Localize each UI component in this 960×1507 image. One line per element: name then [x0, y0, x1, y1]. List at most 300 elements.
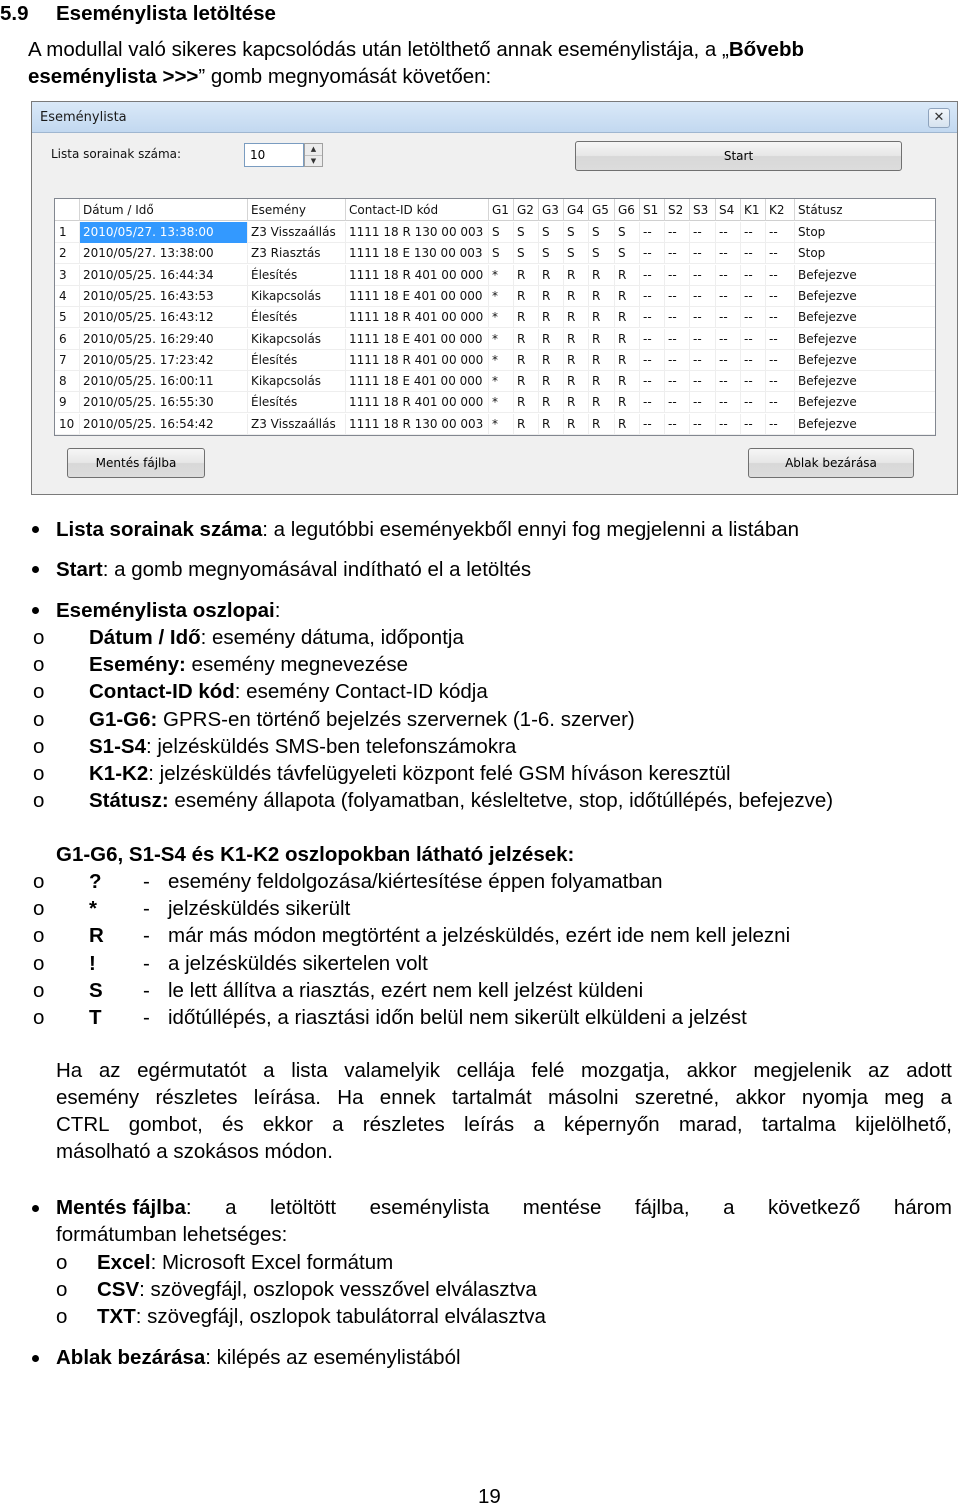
table-cell[interactable]: 1111 18 E 130 00 003	[346, 243, 489, 264]
table-row[interactable]	[55, 307, 936, 328]
table-row[interactable]	[55, 286, 936, 307]
table-row[interactable]	[55, 243, 936, 264]
table-cell[interactable]: --	[766, 350, 795, 371]
signal-dash: -	[143, 1006, 150, 1029]
column-desc-item	[89, 760, 731, 787]
column-header[interactable]: S4	[716, 199, 741, 221]
table-cell[interactable]: --	[665, 392, 690, 413]
table-cell[interactable]: Befejezve	[795, 392, 936, 413]
table-cell[interactable]: 2010/05/25. 16:54:42	[80, 414, 248, 435]
bullet-columns	[56, 597, 280, 624]
word: meg	[884, 1086, 925, 1109]
table-row[interactable]	[55, 222, 936, 243]
table-cell[interactable]: Z3 Visszaállás	[248, 222, 346, 243]
start-button[interactable]: Start	[575, 141, 902, 171]
table-row[interactable]	[55, 371, 936, 392]
bullet-dot	[32, 1205, 39, 1212]
word: egérmutatót	[137, 1059, 247, 1082]
table-cell[interactable]: Z3 Riasztás	[248, 243, 346, 264]
column-header[interactable]: G2	[514, 199, 539, 221]
table-cell[interactable]: --	[665, 350, 690, 371]
hover-para-line-1	[56, 1057, 952, 1084]
table-cell[interactable]: R	[589, 329, 615, 350]
table-row[interactable]	[55, 350, 936, 371]
table-cell[interactable]: *	[489, 307, 514, 328]
table-cell[interactable]: --	[741, 329, 766, 350]
table-cell[interactable]: --	[766, 286, 795, 307]
table-cell[interactable]: 10	[55, 414, 80, 435]
table-cell[interactable]: *	[489, 414, 514, 435]
table-cell[interactable]: R	[514, 350, 539, 371]
signal-symbol: !	[89, 951, 96, 975]
table-cell[interactable]: *	[489, 392, 514, 413]
close-bullet	[56, 1344, 461, 1371]
table-cell[interactable]: --	[766, 222, 795, 243]
word: három	[893, 1196, 952, 1219]
table-row[interactable]	[55, 265, 936, 286]
table-cell[interactable]: S	[514, 222, 539, 243]
table-cell[interactable]: --	[640, 243, 665, 264]
dialog-titlebar	[32, 102, 957, 133]
close-window-button[interactable]: Ablak bezárása	[748, 448, 914, 478]
table-cell[interactable]: --	[640, 222, 665, 243]
table-cell[interactable]: R	[615, 307, 640, 328]
table-cell[interactable]: Kikapcsolás	[248, 371, 346, 392]
table-cell[interactable]: --	[716, 329, 741, 350]
table-cell[interactable]: Befejezve	[795, 371, 936, 392]
column-header[interactable]	[55, 199, 80, 221]
sub-bullet-marker: o	[33, 1006, 45, 1029]
intro-bold-a: Bővebb	[728, 38, 805, 61]
bullet-text: : kilépés az eseménylistából	[205, 1346, 461, 1369]
word: a	[533, 1113, 545, 1136]
word: adott	[906, 1059, 952, 1082]
word: kijelölhető,	[855, 1113, 952, 1136]
bullet-text: : a legutóbbi eseményekből ennyi fog megjelenni a listában	[262, 518, 800, 541]
format-name: Excel	[97, 1251, 151, 1274]
column-header[interactable]: Státusz	[795, 199, 936, 221]
table-cell[interactable]: 2010/05/25. 16:29:40	[80, 329, 248, 350]
table-cell[interactable]: --	[640, 265, 665, 286]
table-cell[interactable]: S	[615, 222, 640, 243]
column-desc-item	[89, 706, 635, 733]
table-cell[interactable]: --	[640, 286, 665, 307]
word: a	[332, 1113, 344, 1136]
intro-bold-b: eseménylista >>>	[28, 65, 199, 88]
rows-count-label: Lista sorainak száma:	[51, 147, 182, 161]
word: ennek	[379, 1086, 436, 1109]
table-cell[interactable]: Élesítés	[248, 307, 346, 328]
sub-bullet-marker: o	[56, 1305, 68, 1329]
table-cell[interactable]: --	[640, 371, 665, 392]
table-cell[interactable]: S	[589, 222, 615, 243]
table-cell[interactable]: R	[514, 286, 539, 307]
table-cell[interactable]: R	[539, 265, 564, 286]
bullet-dot	[32, 1355, 39, 1362]
table-cell[interactable]: R	[615, 371, 640, 392]
table-cell[interactable]: R	[514, 307, 539, 328]
intro-line-2	[28, 63, 491, 90]
table-cell[interactable]: 7	[55, 350, 80, 371]
table-cell[interactable]: 2010/05/27. 13:38:00	[80, 243, 248, 264]
table-cell[interactable]: 1111 18 R 401 00 000	[346, 350, 489, 371]
table-cell[interactable]: --	[766, 243, 795, 264]
column-header[interactable]: G6	[615, 199, 640, 221]
table-cell[interactable]: --	[690, 286, 716, 307]
table-cell[interactable]: --	[665, 329, 690, 350]
word: fájlba,	[634, 1196, 690, 1219]
table-cell[interactable]: --	[690, 414, 716, 435]
table-cell[interactable]: R	[564, 307, 589, 328]
signals-heading: G1-G6, S1-S4 és K1-K2 oszlopokban látható jelzések:	[56, 843, 575, 866]
word: felé	[531, 1059, 565, 1082]
table-cell[interactable]: R	[615, 265, 640, 286]
column-header[interactable]: S3	[690, 199, 716, 221]
table-cell[interactable]: R	[539, 286, 564, 307]
table-cell[interactable]: --	[716, 414, 741, 435]
table-cell[interactable]: *	[489, 371, 514, 392]
table-cell[interactable]: --	[665, 371, 690, 392]
table-cell[interactable]: 2010/05/25. 16:55:30	[80, 392, 248, 413]
table-cell[interactable]: R	[615, 350, 640, 371]
column-desc-text: : jelzésküldés SMS-ben telefonszámokra	[145, 734, 517, 758]
table-cell[interactable]: *	[489, 329, 514, 350]
column-desc-text: : esemény dátuma, időpontja	[200, 626, 464, 649]
table-cell[interactable]: --	[766, 371, 795, 392]
signal-description: jelzésküldés sikerült	[168, 897, 351, 921]
table-cell[interactable]: R	[589, 371, 615, 392]
word: részletes	[362, 1113, 445, 1136]
table-cell[interactable]: --	[690, 392, 716, 413]
table-cell[interactable]: 2010/05/25. 16:43:12	[80, 307, 248, 328]
table-cell[interactable]: S	[564, 243, 589, 264]
hover-para-line-4: másolható a szokásos módon.	[56, 1140, 333, 1163]
table-cell[interactable]: R	[589, 414, 615, 435]
table-cell[interactable]: --	[716, 286, 741, 307]
table-cell[interactable]: R	[539, 307, 564, 328]
table-cell[interactable]: 2	[55, 243, 80, 264]
table-cell[interactable]: --	[716, 392, 741, 413]
column-desc-term: K1-K2	[89, 762, 149, 785]
bullet-text: : a gomb megnyomásával indítható el a letöltés	[102, 558, 532, 581]
table-cell[interactable]: --	[741, 286, 766, 307]
bullet-dot	[32, 607, 39, 614]
page-number: 19	[478, 1485, 501, 1507]
table-cell[interactable]: 2010/05/27. 13:38:00	[80, 222, 248, 243]
column-desc-term: Esemény:	[89, 653, 186, 677]
column-header[interactable]: G4	[564, 199, 589, 221]
table-cell[interactable]: --	[690, 265, 716, 286]
word: akkor	[686, 1059, 737, 1082]
table-cell[interactable]: 1111 18 R 130 00 003	[346, 414, 489, 435]
table-cell[interactable]: R	[514, 371, 539, 392]
column-header[interactable]: G3	[539, 199, 564, 221]
table-cell[interactable]: S	[489, 243, 514, 264]
table-cell[interactable]: --	[640, 307, 665, 328]
word: Ha	[56, 1059, 83, 1082]
bullet-dot	[32, 566, 39, 573]
column-desc-item	[89, 733, 516, 760]
table-cell[interactable]: --	[741, 414, 766, 435]
column-header[interactable]: S2	[665, 199, 690, 221]
table-cell[interactable]: 1111 18 R 130 00 003	[346, 222, 489, 243]
column-header[interactable]: S1	[640, 199, 665, 221]
bullet-rows-count	[56, 516, 799, 543]
word: a	[225, 1196, 237, 1219]
table-cell[interactable]: --	[766, 307, 795, 328]
signal-dash: -	[143, 978, 150, 1002]
table-cell[interactable]: 1	[55, 222, 80, 243]
table-cell[interactable]: --	[766, 414, 795, 435]
table-cell[interactable]: --	[741, 307, 766, 328]
signal-description: a jelzésküldés sikertelen volt	[168, 951, 428, 975]
table-cell[interactable]: --	[665, 222, 690, 243]
format-description: : szövegfájl, oszlopok tabulátorral elválasztva	[135, 1305, 546, 1329]
table-cell[interactable]: *	[489, 350, 514, 371]
table-cell[interactable]: --	[640, 329, 665, 350]
event-list-table[interactable]	[54, 198, 936, 436]
table-cell[interactable]: R	[539, 414, 564, 435]
signal-description: időtúllépés, a riasztási időn belül nem sikerült elküldeni a jelzést	[168, 1006, 747, 1029]
column-header[interactable]: G1	[489, 199, 514, 221]
table-cell[interactable]: R	[615, 329, 640, 350]
table-cell[interactable]: R	[615, 392, 640, 413]
table-cell[interactable]: R	[564, 329, 589, 350]
table-cell[interactable]: R	[514, 392, 539, 413]
table-cell[interactable]: --	[640, 350, 665, 371]
table-cell[interactable]: R	[514, 329, 539, 350]
table-cell[interactable]: R	[514, 414, 539, 435]
table-cell[interactable]: --	[690, 307, 716, 328]
table-cell[interactable]: R	[589, 286, 615, 307]
table-cell[interactable]: 1111 18 R 401 00 000	[346, 307, 489, 328]
column-desc-term: Contact-ID kód	[89, 680, 235, 704]
sub-bullet-marker: o	[33, 762, 45, 785]
table-row[interactable]	[55, 414, 936, 435]
table-cell[interactable]: Befejezve	[795, 307, 936, 328]
sub-bullet-marker: o	[33, 897, 45, 921]
table-cell[interactable]: R	[564, 414, 589, 435]
table-cell[interactable]: R	[539, 329, 564, 350]
sub-bullet-marker: o	[33, 680, 45, 704]
hover-para-line-3	[56, 1111, 952, 1138]
close-icon[interactable]: ✕	[928, 108, 950, 128]
table-cell[interactable]: --	[716, 243, 741, 264]
table-cell[interactable]: Élesítés	[248, 350, 346, 371]
table-cell[interactable]: R	[539, 371, 564, 392]
column-desc-text: esemény megnevezése	[185, 653, 409, 677]
sub-bullet-marker: o	[33, 870, 45, 893]
table-cell[interactable]: 6	[55, 329, 80, 350]
table-cell[interactable]: --	[716, 222, 741, 243]
table-cell[interactable]: --	[766, 329, 795, 350]
signal-symbol: *	[89, 897, 97, 921]
column-header[interactable]: Dátum / Idő	[80, 199, 248, 221]
table-cell[interactable]: 2010/05/25. 16:44:34	[80, 265, 248, 286]
table-cell[interactable]: 3	[55, 265, 80, 286]
table-cell[interactable]: --	[716, 350, 741, 371]
word: következő	[768, 1196, 861, 1219]
table-cell[interactable]: --	[665, 286, 690, 307]
word: megjelenik	[753, 1059, 852, 1082]
table-cell[interactable]: S	[589, 243, 615, 264]
word: letöltött	[269, 1196, 337, 1219]
table-cell[interactable]: 1111 18 E 401 00 000	[346, 371, 489, 392]
table-cell[interactable]: *	[489, 265, 514, 286]
table-cell[interactable]: R	[564, 371, 589, 392]
hover-para-line-2	[56, 1084, 952, 1111]
table-cell[interactable]: --	[665, 265, 690, 286]
signal-symbol: S	[89, 978, 103, 1002]
sub-bullet-marker: o	[33, 653, 45, 677]
column-header[interactable]: Esemény	[248, 199, 346, 221]
column-desc-text: GPRS-en történő bejelzés szervernek (1-6. szerver)	[157, 707, 635, 731]
table-cell[interactable]: Kikapcsolás	[248, 329, 346, 350]
sub-bullet-marker: o	[33, 626, 45, 649]
word: nyomja	[801, 1086, 869, 1109]
word: CTRL	[56, 1113, 110, 1136]
table-cell[interactable]: --	[690, 350, 716, 371]
table-cell[interactable]: --	[716, 265, 741, 286]
word: akkor	[735, 1086, 786, 1109]
table-cell[interactable]: --	[766, 392, 795, 413]
table-cell[interactable]: S	[539, 222, 564, 243]
word: cellája	[456, 1059, 515, 1082]
table-cell[interactable]: S	[564, 222, 589, 243]
table-cell[interactable]: R	[564, 286, 589, 307]
table-cell[interactable]: S	[539, 243, 564, 264]
table-cell[interactable]: R	[589, 392, 615, 413]
sub-bullet-marker: o	[33, 951, 45, 975]
table-cell[interactable]: R	[589, 265, 615, 286]
table-cell[interactable]: Stop	[795, 222, 936, 243]
table-cell[interactable]: S	[615, 243, 640, 264]
table-cell[interactable]: --	[690, 371, 716, 392]
table-cell[interactable]: --	[665, 307, 690, 328]
signal-symbol: R	[89, 924, 104, 948]
table-cell[interactable]: --	[640, 414, 665, 435]
table-cell[interactable]: --	[741, 243, 766, 264]
table-cell[interactable]: *	[489, 286, 514, 307]
section-number: 5.9	[0, 2, 29, 25]
word: az	[867, 1059, 890, 1082]
column-header[interactable]: K2	[766, 199, 795, 221]
word: ekkor	[262, 1113, 313, 1136]
table-cell[interactable]: 4	[55, 286, 80, 307]
format-description: : Microsoft Excel formátum	[150, 1251, 394, 1274]
table-cell[interactable]: Kikapcsolás	[248, 286, 346, 307]
table-cell[interactable]: 1111 18 E 401 00 000	[346, 329, 489, 350]
table-cell[interactable]: --	[665, 243, 690, 264]
table-cell[interactable]: R	[615, 414, 640, 435]
table-cell[interactable]: R	[564, 350, 589, 371]
table-row[interactable]	[55, 329, 936, 350]
table-cell[interactable]: 2010/05/25. 16:00:11	[80, 371, 248, 392]
table-row[interactable]	[55, 392, 936, 413]
table-cell[interactable]: Befejezve	[795, 414, 936, 435]
table-cell[interactable]: Befejezve	[795, 329, 936, 350]
word: részletes	[155, 1086, 238, 1109]
table-cell[interactable]: --	[741, 371, 766, 392]
save-to-file-button[interactable]: Mentés fájlba	[67, 448, 205, 478]
spin-up-icon[interactable]: ▲	[310, 145, 317, 153]
word: és	[222, 1113, 244, 1136]
table-cell[interactable]: R	[564, 392, 589, 413]
table-cell[interactable]: R	[539, 392, 564, 413]
table-cell[interactable]: --	[716, 371, 741, 392]
table-cell[interactable]: Befejezve	[795, 350, 936, 371]
table-cell[interactable]: --	[741, 265, 766, 286]
table-cell[interactable]: Élesítés	[248, 265, 346, 286]
word: mozgatja,	[581, 1059, 670, 1082]
rows-count-stepper[interactable]	[304, 143, 323, 167]
table-cell[interactable]: Befejezve	[795, 265, 936, 286]
table-cell[interactable]: 8	[55, 371, 80, 392]
format-description: : szövegfájl, oszlopok vesszővel elválasztva	[139, 1278, 537, 1302]
table-cell[interactable]: R	[589, 307, 615, 328]
column-header[interactable]: K1	[741, 199, 766, 221]
column-desc-item	[89, 624, 464, 651]
table-cell[interactable]: 2010/05/25. 17:23:42	[80, 350, 248, 371]
table-cell[interactable]: R	[539, 350, 564, 371]
table-cell[interactable]: R	[514, 265, 539, 286]
table-cell[interactable]: --	[741, 350, 766, 371]
column-desc-text: : esemény Contact-ID kódja	[234, 680, 488, 704]
table-cell[interactable]: R	[589, 350, 615, 371]
table-cell[interactable]: --	[741, 222, 766, 243]
column-header[interactable]: G5	[589, 199, 615, 221]
save-bullet-line-2: formátumban lehetséges:	[56, 1223, 288, 1246]
spin-down-icon[interactable]: ▼	[305, 155, 322, 166]
table-cell[interactable]: S	[514, 243, 539, 264]
intro-text-a: A modullal való sikeres kapcsolódás után letölthető annak eseménylistája, a „	[28, 38, 729, 61]
table-cell[interactable]: --	[690, 243, 716, 264]
column-desc-text: : jelzésküldés távfelügyeleti központ felé GSM híváson keresztül	[148, 762, 731, 785]
table-cell[interactable]: --	[766, 265, 795, 286]
table-cell[interactable]: Élesítés	[248, 392, 346, 413]
table-cell[interactable]: --	[665, 414, 690, 435]
table-cell[interactable]: Z3 Visszaállás	[248, 414, 346, 435]
column-header[interactable]: Contact-ID kód	[346, 199, 489, 221]
table-cell[interactable]: Befejezve	[795, 286, 936, 307]
dialog-title: Eseménylista	[40, 110, 127, 125]
sub-bullet-marker: o	[56, 1251, 68, 1274]
bullet-bold: Start	[56, 558, 103, 581]
signal-description: már más módon megtörtént a jelzésküldés, ezért ide nem kell jelezni	[168, 924, 791, 948]
table-cell[interactable]: --	[741, 392, 766, 413]
table-cell[interactable]: 9	[55, 392, 80, 413]
table-cell[interactable]: 1111 18 E 401 00 000	[346, 286, 489, 307]
table-cell[interactable]: --	[640, 392, 665, 413]
table-cell[interactable]: Stop	[795, 243, 936, 264]
word: gombot,	[128, 1113, 203, 1136]
table-cell[interactable]: --	[716, 307, 741, 328]
table-cell[interactable]: 1111 18 R 401 00 000	[346, 392, 489, 413]
table-cell[interactable]: --	[690, 222, 716, 243]
table-cell[interactable]: S	[489, 222, 514, 243]
table-cell[interactable]: 5	[55, 307, 80, 328]
format-name: CSV	[97, 1278, 140, 1302]
table-cell[interactable]: R	[615, 286, 640, 307]
signal-dash: -	[143, 924, 150, 948]
table-cell[interactable]: 1111 18 R 401 00 000	[346, 265, 489, 286]
column-desc-term: Dátum / Idő	[89, 626, 201, 649]
table-cell[interactable]: 2010/05/25. 16:43:53	[80, 286, 248, 307]
table-cell[interactable]: --	[690, 329, 716, 350]
rows-count-input[interactable]	[244, 143, 304, 167]
table-cell[interactable]: R	[564, 265, 589, 286]
table-header	[55, 199, 936, 221]
